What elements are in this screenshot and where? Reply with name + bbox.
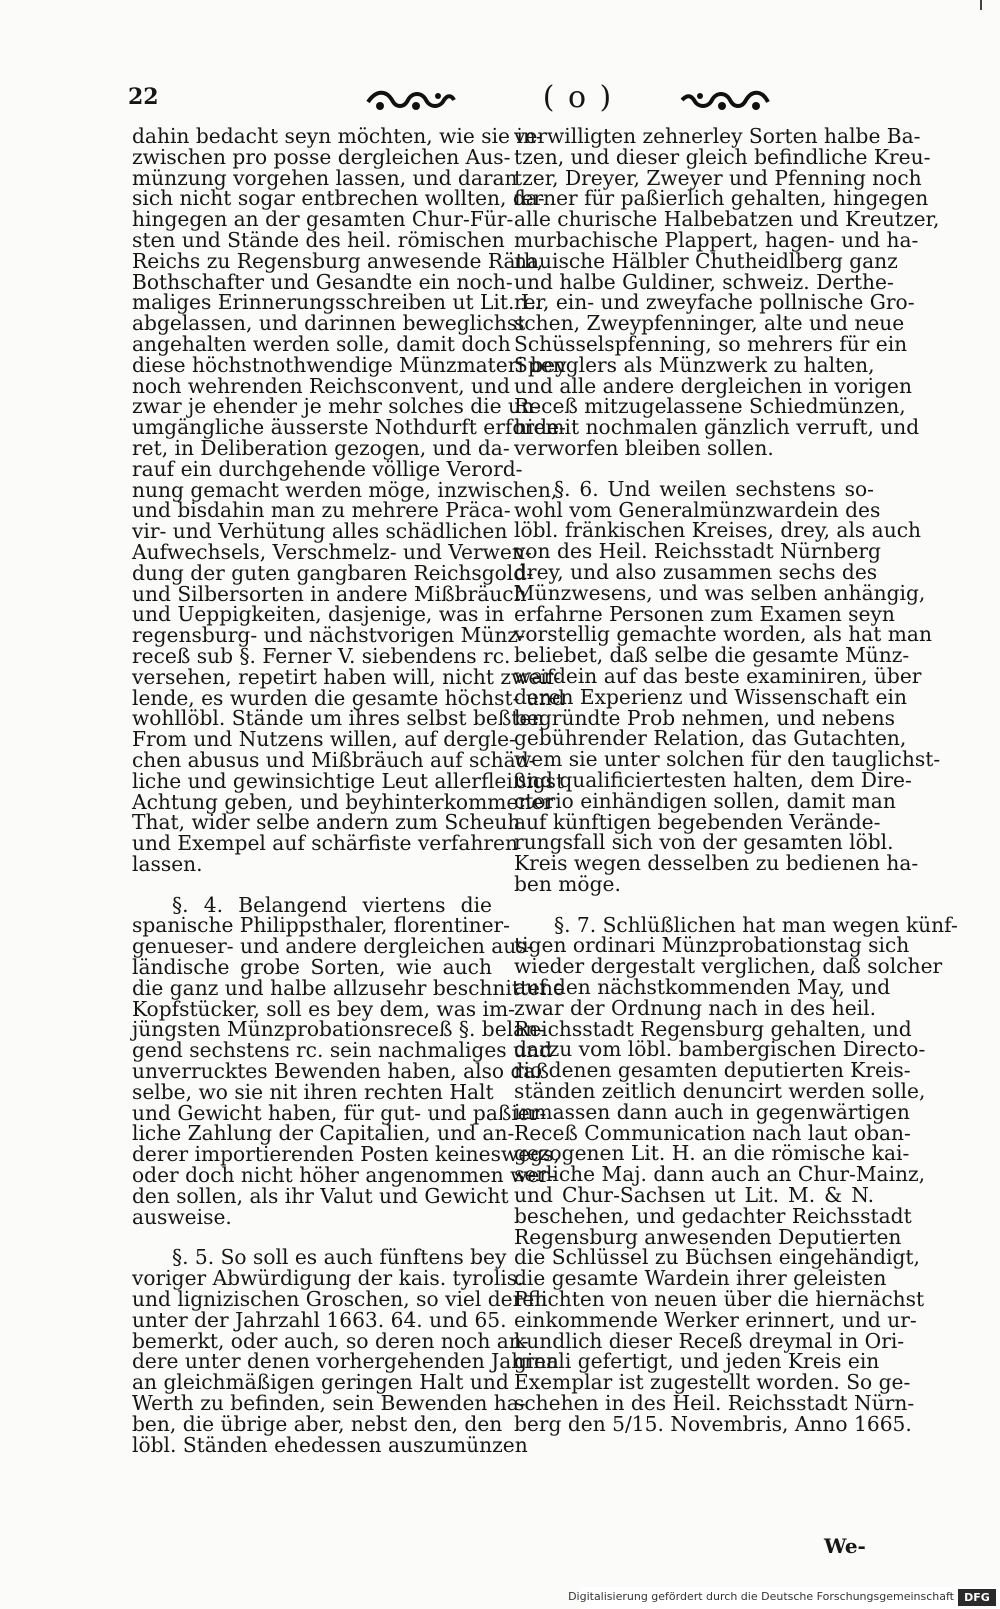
text-line: wohllöbl. Stände um ihres selbst beßten: [132, 706, 545, 731]
right-ornament-icon: [680, 88, 772, 114]
text-line: Receß mitzugelassene Schiedmünzen,: [514, 394, 906, 419]
text-line: wardein auf das beste examiniren, über: [514, 663, 922, 688]
text-line: und bisdahin man zu mehrere Präca-: [132, 498, 511, 523]
text-line: umgängliche äusserste Nothdurft erforde-: [132, 415, 566, 440]
paragraph: [132, 124, 567, 876]
text-line: Kopfstücker, soll es bey dem, was im-: [132, 996, 515, 1021]
text-line: löbl. fränkischen Kreises, drey, als auch: [514, 518, 922, 543]
text-line: und alle andere dergleichen in vorigen: [514, 373, 912, 398]
text-line: alle churische Halbebatzen und Kreutzer,: [514, 207, 940, 232]
text-line: regensburg- und nächstvorigen Münz-: [132, 623, 525, 648]
text-line: und qualificiertesten halten, dem Dire-: [514, 767, 912, 792]
paragraph: [514, 912, 958, 1436]
text-line: unter der Jahrzahl 1663. 64. und 65.: [132, 1307, 507, 1332]
text-line: sich nicht sogar entbrechen wollten, da-: [132, 186, 545, 211]
text-line: jüngsten Münzprobationsreceß §. belan-: [132, 1017, 545, 1042]
text-line: darzu vom löbl. bambergischen Directo-: [514, 1037, 926, 1062]
text-line: hiemit nochmalen gänzlich verruft, und: [514, 415, 920, 440]
text-line: kundlich dieser Receß dreymal in Ori-: [514, 1328, 905, 1353]
text-line: Kreis wegen desselben zu bedienen ha-: [514, 851, 919, 876]
text-line: §. 4. Belangend viertens die: [172, 892, 492, 917]
text-line: maliges Erinnerungsschreiben ut Lit. L.: [132, 290, 541, 315]
text-line: bemerkt, oder auch, so deren noch an-: [132, 1328, 529, 1353]
footer-credit-text: Digitalisierung gefördert durch die Deutsche Forschungsgemeinschaft: [568, 1590, 954, 1603]
text-line: genueser- und andere dergleichen aus-: [132, 934, 534, 959]
text-line: zwischen pro posse dergleichen Aus-: [132, 144, 511, 169]
text-line: dung der guten gangbaren Reichsgold-: [132, 560, 534, 585]
text-line: berg den 5/15. Novembris, Anno 1665.: [514, 1411, 912, 1436]
catchword: We-: [824, 1534, 866, 1558]
text-line: Exemplar ist zugestellt worden. So ge-: [514, 1370, 911, 1395]
text-line: oder doch nicht höher angenommen wer-: [132, 1163, 556, 1188]
text-line: Münzwesens, und was selben anhängig,: [514, 580, 926, 605]
text-line: den sollen, als ihr Valut und Gewicht: [132, 1183, 509, 1208]
text-line: tzer, Dreyer, Zweyer und Pfenning noch: [514, 165, 922, 190]
text-line: Bothschafter und Gesandte ein noch-: [132, 269, 513, 294]
text-line: gezogenen Lit. H. an die römische kai-: [514, 1141, 910, 1166]
text-line: chen abusus und Mißbräuch auf schäd-: [132, 747, 536, 772]
text-line: löbl. Ständen ehedessen auszumünzen: [132, 1432, 528, 1457]
text-line: verwilligten zehnerley Sorten halbe Ba-: [514, 124, 921, 148]
text-line: abgelassen, und darinnen beweglichst: [132, 311, 526, 336]
left-ornament-icon: [364, 88, 456, 114]
text-line: schehen in des Heil. Reichsstadt Nürn-: [514, 1391, 915, 1416]
text-line: die ganz und halbe allzusehr beschnittene: [132, 975, 565, 1000]
text-line: murbachische Plappert, hagen- und ha-: [514, 227, 919, 252]
text-line: auf künftigen begebenden Verände-: [514, 809, 881, 834]
text-line: tigen ordinari Münzprobationstag sich: [514, 933, 910, 958]
text-line: und Ueppigkeiten, dasjenige, was in: [132, 602, 505, 627]
text-line: hingegen an der gesamten Chur-Für-: [132, 207, 514, 232]
text-line: Regensburg anwesenden Deputierten: [514, 1224, 902, 1249]
text-line: beliebet, daß selbe die gesamte Münz-: [514, 643, 910, 668]
text-line: rio denen gesamten deputierten Kreis-: [514, 1058, 911, 1083]
text-line: ben, die übrige aber, nebst den, den: [132, 1411, 503, 1436]
text-line: wieder dergestalt verglichen, daß solcher: [514, 954, 943, 979]
text-line: serliche Maj. dann auch an Chur-Mainz,: [514, 1162, 926, 1187]
text-line: ausweise.: [132, 1204, 232, 1229]
text-line: From und Nutzens willen, auf dergle-: [132, 727, 516, 752]
text-line: voriger Abwürdigung der kais. tyrolis.: [132, 1266, 524, 1291]
text-line: Aufwechsels, Verschmelz- und Verwen-: [132, 539, 532, 564]
text-line: Reichsstadt Regensburg gehalten, und: [514, 1016, 912, 1041]
paragraph-gap: [132, 875, 492, 895]
text-line: Spenglers als Münzwerk zu halten,: [514, 352, 875, 377]
text-line: ctorio einhändigen sollen, damit man: [514, 788, 896, 813]
text-line: und Chur-Sachsen ut Lit. M. & N.: [514, 1183, 874, 1208]
text-line: unverrucktes Bewenden haben, also daß: [132, 1059, 549, 1084]
text-line: versehen, repetirt haben will, nicht zweif-: [132, 664, 561, 689]
text-line: die gesamte Wardein ihrer geleisten: [514, 1266, 887, 1291]
left-text-column: [132, 124, 567, 1457]
text-line: einkommende Werker erinnert, und ur-: [514, 1307, 917, 1332]
text-line: schen, Zweypfenninger, alte und neue: [514, 311, 905, 336]
text-line: Receß Communication nach laut oban-: [514, 1120, 911, 1145]
text-line: Schüsselspfenning, so mehrers für ein: [514, 331, 908, 356]
text-line: ständen zeitlich denuncirt werden solle,: [514, 1079, 926, 1104]
text-line: rungsfall sich von der gesamten löbl.: [514, 830, 894, 855]
text-line: begründte Prob nehmen, und nebens: [514, 705, 895, 730]
text-line: beschehen, und gedachter Reichsstadt: [514, 1203, 912, 1228]
text-line: That, wider selbe andern zum Scheuh: [132, 810, 521, 835]
text-line: verworfen bleiben sollen.: [514, 435, 774, 460]
text-line: lassen.: [132, 851, 203, 876]
text-line: gend sechstens rc. sein nachmaliges und: [132, 1038, 553, 1063]
text-line: noch wehrenden Reichsconvent, und: [132, 373, 510, 398]
text-line: selbe, wo sie nit ihren rechten Halt: [132, 1079, 494, 1104]
text-line: münzung vorgehen lassen, und daran: [132, 165, 518, 190]
text-line: §. 7. Schlüßlichen hat man wegen künf-: [554, 912, 958, 937]
text-line: Werth zu befinden, sein Bewenden ha-: [132, 1391, 526, 1416]
text-line: ben möge.: [514, 871, 621, 896]
text-line: rer, ein- und zweyfache pollnische Gro-: [514, 290, 915, 315]
scan-corner-mark: [980, 0, 982, 10]
paragraph-gap: [132, 1227, 492, 1247]
text-line: angehalten werden solle, damit doch: [132, 331, 511, 356]
text-line: die Schlüssel zu Büchsen eingehändigt,: [514, 1245, 920, 1270]
text-line: tzen, und dieser gleich befindliche Kreu-: [514, 144, 931, 169]
page-header: [128, 80, 878, 124]
text-line: diese höchstnothwendige Münzmateri bey: [132, 352, 567, 377]
text-line: nung gemacht werden möge, inzwischen,: [132, 477, 558, 502]
right-text-column: [514, 124, 958, 1436]
text-line: rauf ein durchgehende völlige Verord-: [132, 456, 523, 481]
text-line: inmassen dann auch in gegenwärtigen: [514, 1099, 910, 1124]
text-line: dere unter denen vorhergehenden Jahren: [132, 1349, 559, 1374]
text-line: Reichs zu Regensburg anwesende Räth,: [132, 248, 544, 273]
paragraph: [514, 124, 940, 460]
text-line: Achtung geben, und beyhinterkommener: [132, 789, 553, 814]
text-line: nauische Hälbler Chutheidlberg ganz: [514, 248, 898, 273]
text-line: liche Zahlung der Capitalien, und an-: [132, 1121, 515, 1146]
header-mark: ( o ): [542, 80, 614, 115]
text-line: Pflichten von neuen über die hiernächst: [514, 1287, 925, 1312]
text-line: §. 6. Und weilen sechstens so-: [554, 476, 874, 501]
text-line: auf den nächstkommenden May, und: [514, 975, 891, 1000]
text-line: zwar je ehender je mehr solches die un-: [132, 394, 541, 419]
text-line: lende, es wurden die gesamte höchst- und: [132, 685, 565, 710]
text-line: derer importierenden Posten keineswegs,: [132, 1142, 560, 1167]
text-line: erfahrne Personen zum Examen seyn: [514, 601, 895, 626]
text-line: von des Heil. Reichsstadt Nürnberg: [514, 539, 881, 564]
text-line: ferner für paßierlich gehalten, hingegen: [514, 186, 929, 211]
text-line: ginali gefertigt, und jeden Kreis ein: [514, 1349, 880, 1374]
text-line: ländische grobe Sorten, wie auch: [132, 955, 492, 980]
text-line: wohl vom Generalmünzwardein des: [514, 497, 881, 522]
text-line: drey, und also zusammen sechs des: [514, 559, 878, 584]
paragraph: [132, 892, 565, 1229]
text-line: §. 5. So soll es auch fünftens bey: [172, 1245, 507, 1270]
text-line: deren Experienz und Wissenschaft ein: [514, 684, 907, 709]
text-line: liche und gewinsichtige Leut allerfleißigst: [132, 768, 565, 793]
text-line: spanische Philippsthaler, florentiner-: [132, 913, 510, 938]
text-line: zwar der Ordnung nach in des heil.: [514, 995, 876, 1020]
text-line: ret, in Deliberation gezogen, und da-: [132, 435, 510, 460]
paragraph-gap: [514, 459, 874, 479]
text-line: vir- und Verhütung alles schädlichen: [132, 519, 508, 544]
text-line: sten und Stände des heil. römischen: [132, 227, 505, 252]
text-line: und halbe Guldiner, schweiz. Derthe-: [514, 269, 894, 294]
paragraph-gap: [514, 895, 874, 915]
text-line: receß sub §. Ferner V. siebendens rc.: [132, 643, 511, 668]
text-line: vorstellig gemachte worden, als hat man: [514, 622, 932, 647]
text-line: und lignizischen Groschen, so viel deren: [132, 1287, 548, 1312]
paragraph: [132, 1245, 559, 1457]
page-number: 22: [128, 84, 159, 110]
text-line: an gleichmäßigen geringen Halt und: [132, 1370, 509, 1395]
text-line: und Silbersorten in andere Mißbräuch: [132, 581, 527, 606]
text-line: wem sie unter solchen für den tauglichst-: [514, 747, 941, 772]
digitization-footer: [568, 1587, 1000, 1609]
text-line: gebührender Relation, das Gutachten,: [514, 726, 907, 751]
text-line: dahin bedacht seyn möchten, wie sie in-: [132, 124, 543, 148]
dfg-logo: DFG: [958, 1589, 996, 1606]
paragraph: [514, 476, 941, 896]
text-line: und Gewicht haben, für gut- und paßier-: [132, 1100, 547, 1125]
text-line: und Exempel auf schärfiste verfahren: [132, 831, 518, 856]
